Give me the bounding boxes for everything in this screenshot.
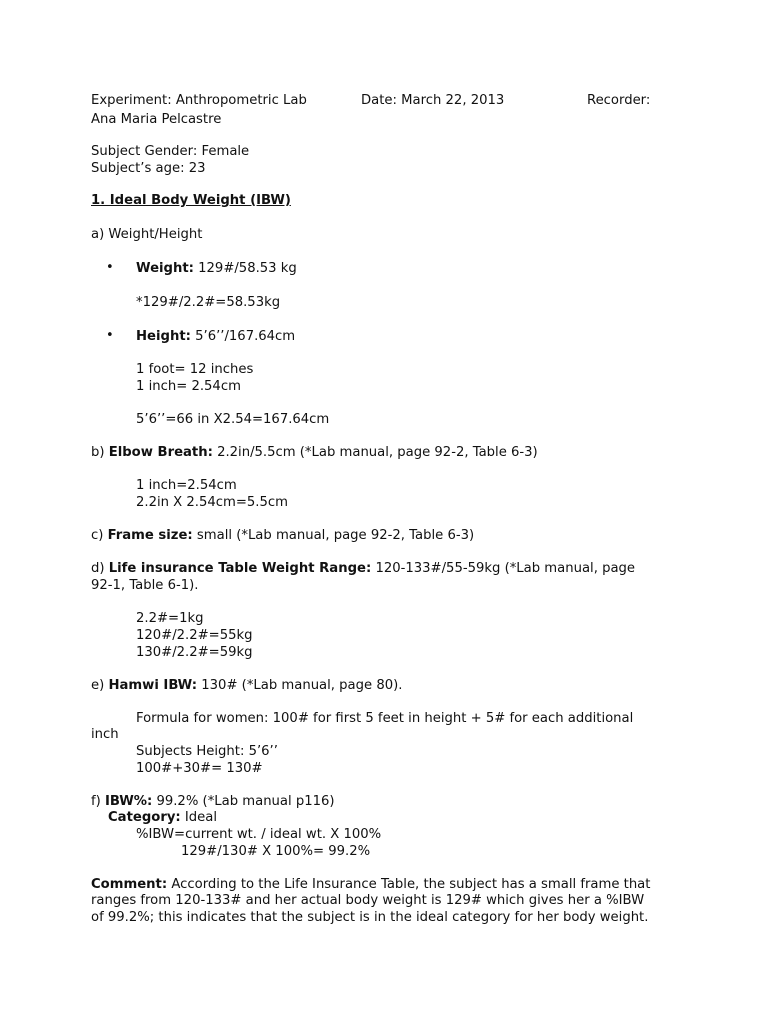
- hamwi-value: 130# (*Lab manual, page 80).: [197, 678, 403, 693]
- life-insurance-calc-2: 120#/2.2#=55kg: [136, 628, 253, 643]
- height-label: Height:: [136, 329, 191, 344]
- item-c-line: [91, 528, 474, 545]
- subject-age: Subject’s age: 23: [91, 161, 206, 176]
- frame-value: small (*Lab manual, page 92-2, Table 6-3): [192, 528, 475, 543]
- height-line: [136, 329, 295, 346]
- bullet-icon: •: [106, 260, 114, 275]
- life-insurance-label: Life insurance Table Weight Range:: [108, 561, 372, 576]
- comment-line-3: of 99.2%; this indicates that the subject is in the ideal category for her body weight.: [91, 910, 649, 925]
- item-b-line: [91, 445, 538, 462]
- recorder-label: Recorder:: [587, 93, 651, 108]
- comment-line-1: [91, 877, 650, 894]
- ibw-percent-label: IBW%:: [104, 794, 153, 809]
- comment-label: Comment:: [91, 877, 168, 892]
- item-d-prefix: d): [91, 561, 109, 576]
- elbow-value: 2.2in/5.5cm (*Lab manual, page 92-2, Table 6-3): [212, 445, 538, 460]
- item-b-prefix: b): [91, 445, 109, 460]
- life-insurance-value: 120-133#/55-59kg (*Lab manual, page: [371, 561, 636, 576]
- hamwi-formula-2: inch: [91, 727, 119, 742]
- hamwi-calc: 100#+30#= 130#: [136, 761, 263, 776]
- category-label: Category:: [108, 810, 181, 825]
- life-insurance-value-cont: 92-1, Table 6-1).: [91, 578, 199, 593]
- item-a-label: a) Weight/Height: [91, 227, 203, 242]
- elbow-calc-1: 1 inch=2.54cm: [136, 478, 237, 493]
- height-calc-3: 5’6’’=66 in X2.54=167.64cm: [136, 412, 330, 427]
- comment-line-2: ranges from 120-133# and her actual body weight is 129# which gives her a %IBW: [91, 893, 645, 908]
- elbow-label: Elbow Breath:: [108, 445, 213, 460]
- height-value: 5’6’’/167.64cm: [190, 329, 296, 344]
- item-e-prefix: e): [91, 678, 109, 693]
- experiment-line: Experiment: Anthropometric Lab: [91, 93, 307, 108]
- life-insurance-calc-1: 2.2#=1kg: [136, 611, 204, 626]
- height-calc-2: 1 inch= 2.54cm: [136, 379, 241, 394]
- height-calc-1: 1 foot= 12 inches: [136, 362, 254, 377]
- life-insurance-calc-3: 130#/2.2#=59kg: [136, 645, 253, 660]
- hamwi-height: Subjects Height: 5’6’’: [136, 744, 278, 759]
- item-e-line: [91, 678, 402, 695]
- section-title: 1. Ideal Body Weight (IBW): [91, 193, 291, 208]
- subject-gender: Subject Gender: Female: [91, 144, 250, 159]
- weight-value: 129#/58.53 kg: [193, 261, 297, 276]
- frame-label: Frame size:: [107, 528, 193, 543]
- date-line: Date: March 22, 2013: [361, 93, 505, 108]
- recorder-name: Ana Maria Pelcastre: [91, 112, 222, 127]
- weight-calc: *129#/2.2#=58.53kg: [136, 295, 281, 310]
- category-value: Ideal: [180, 810, 218, 825]
- item-c-prefix: c): [91, 528, 108, 543]
- item-f-line: [91, 794, 335, 811]
- weight-line: [136, 261, 297, 278]
- weight-label: Weight:: [136, 261, 194, 276]
- ibw-percent-value: 99.2% (*Lab manual p116): [152, 794, 335, 809]
- elbow-calc-2: 2.2in X 2.54cm=5.5cm: [136, 495, 288, 510]
- hamwi-formula-1: Formula for women: 100# for first 5 feet in height + 5# for each additional: [136, 711, 634, 726]
- comment-text-1: According to the Life Insurance Table, the subject has a small frame that: [167, 877, 651, 892]
- ibw-formula: %IBW=current wt. / ideal wt. X 100%: [136, 827, 382, 842]
- hamwi-label: Hamwi IBW:: [108, 678, 198, 693]
- item-d-line: [91, 561, 635, 578]
- item-f-prefix: f): [91, 794, 105, 809]
- category-line: [108, 810, 217, 827]
- ibw-calc: 129#/130# X 100%= 99.2%: [181, 844, 371, 859]
- bullet-icon: •: [106, 328, 114, 343]
